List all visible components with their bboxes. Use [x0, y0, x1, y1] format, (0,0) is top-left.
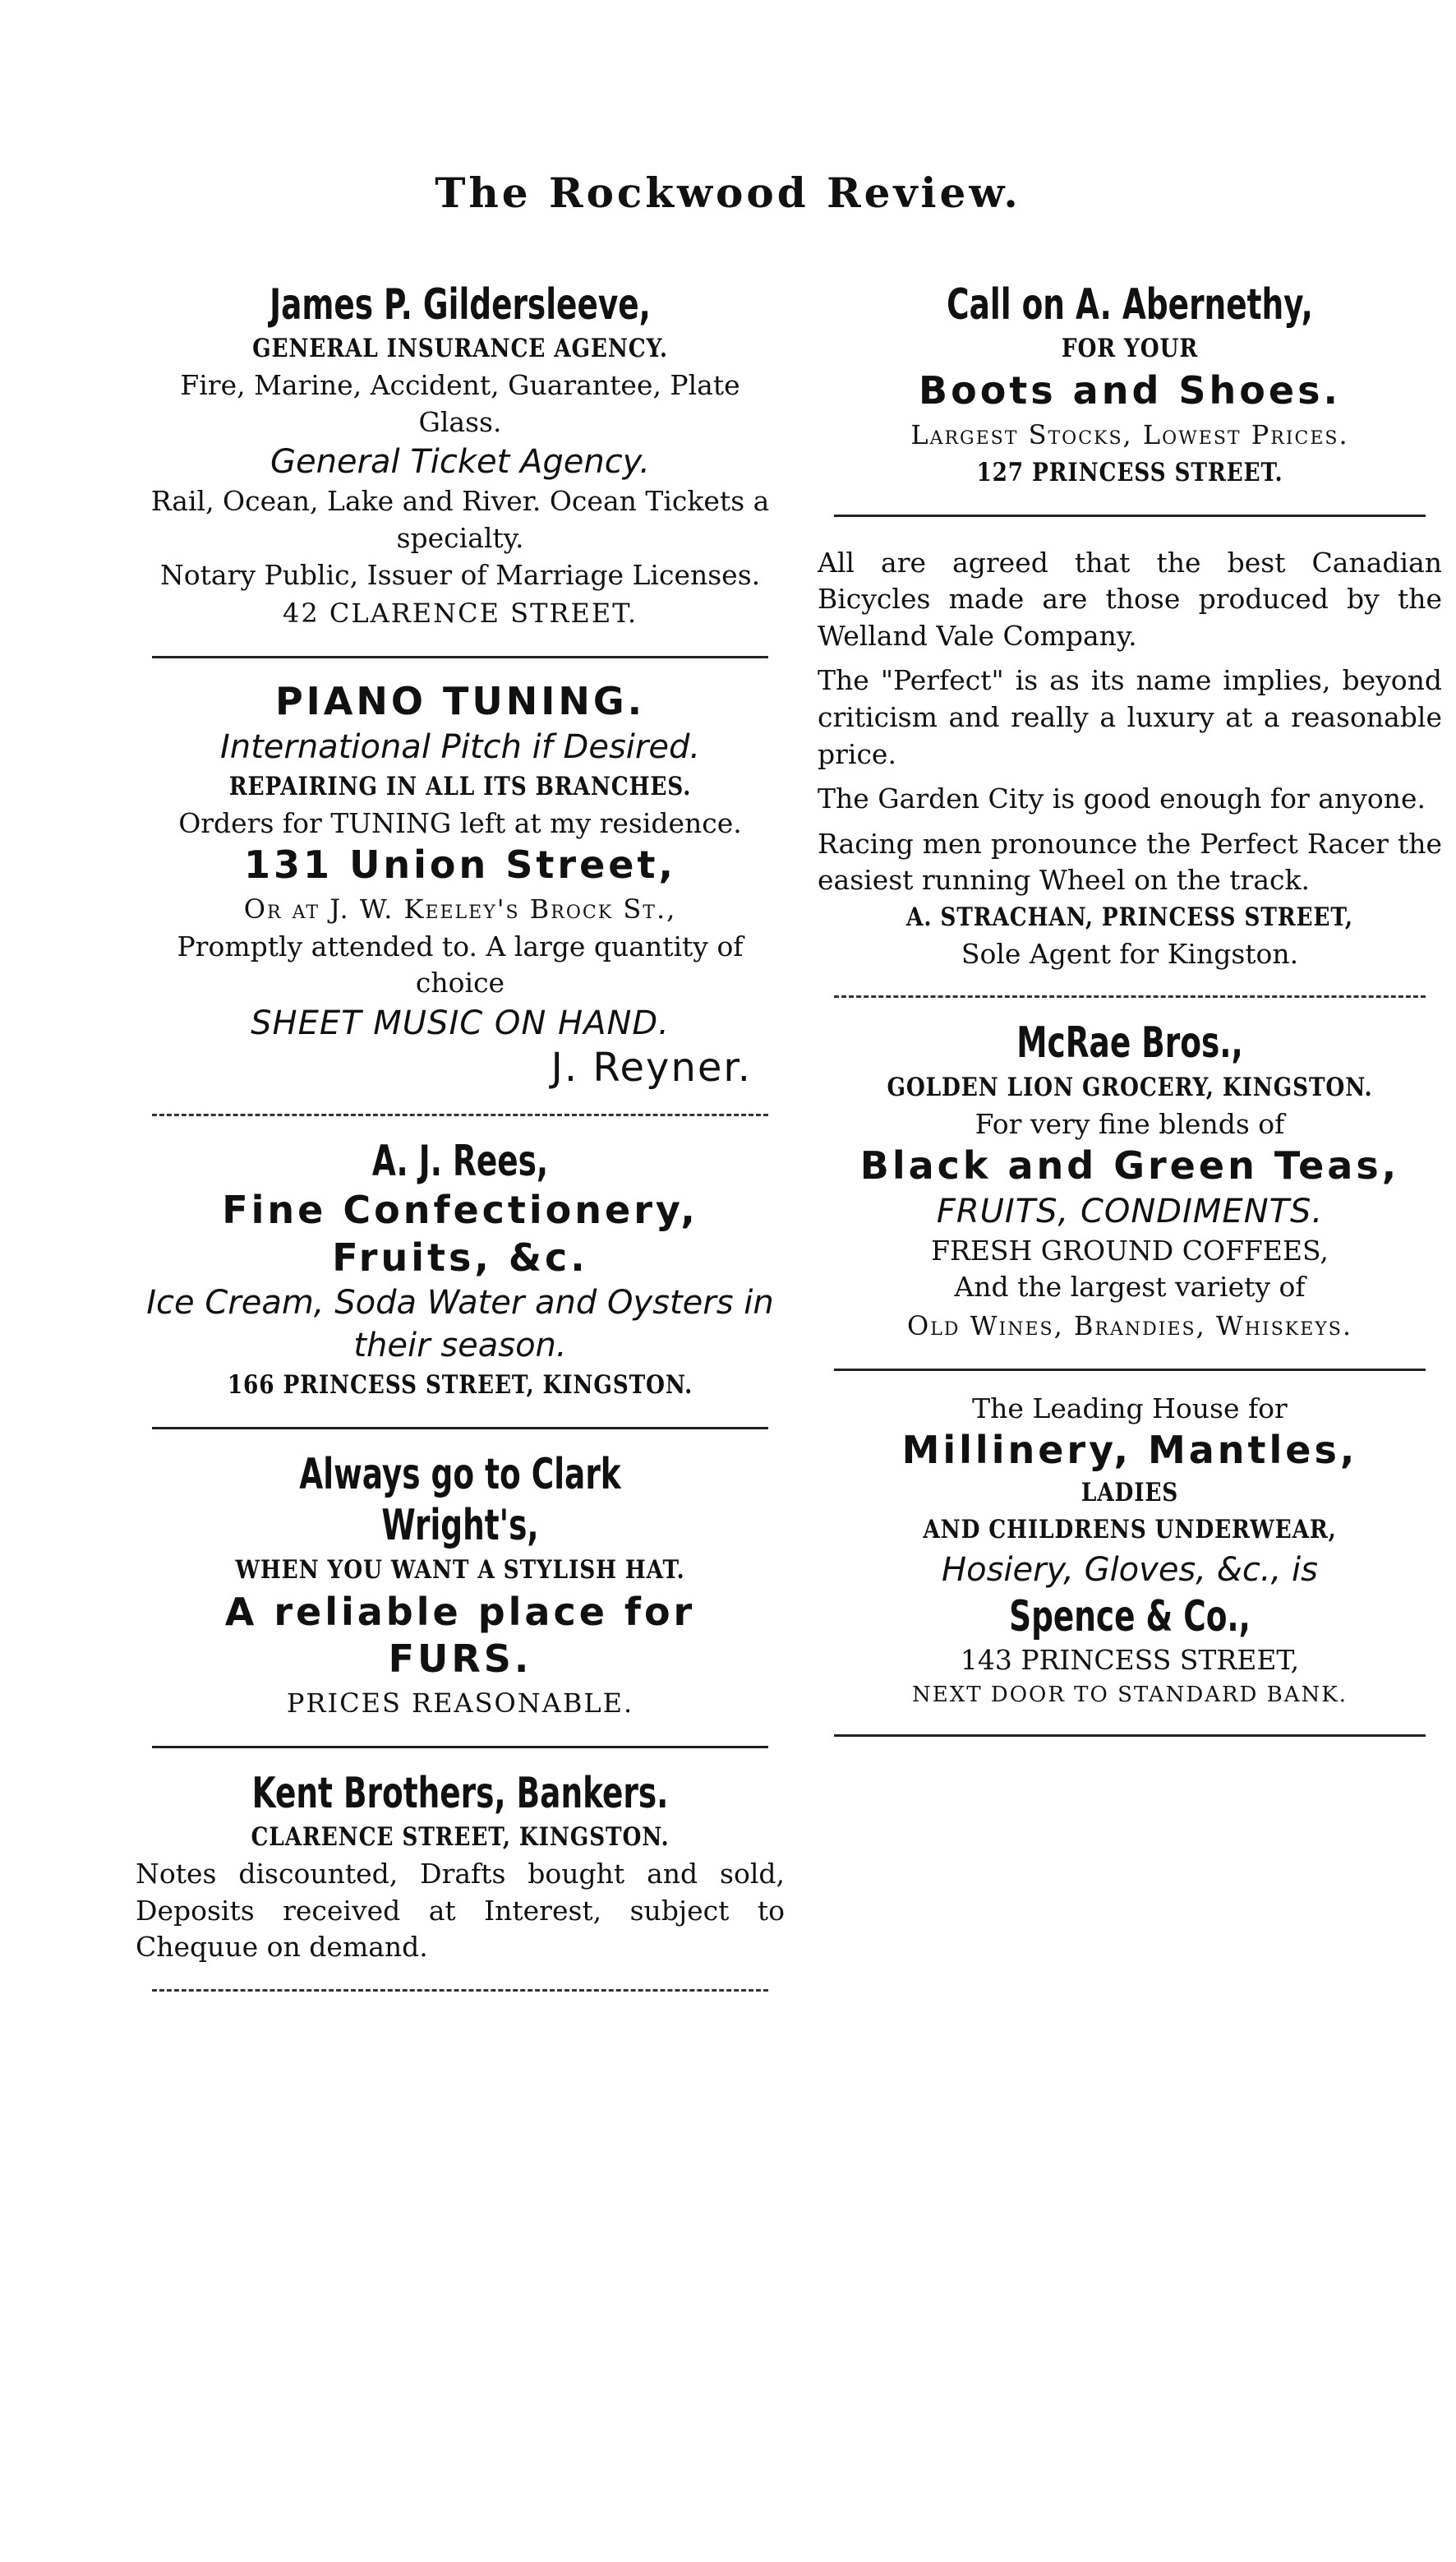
mcrae-blends: For very fine blends of	[975, 1107, 1285, 1140]
gildersleeve-ticket-agency: General Ticket Agency.	[270, 443, 651, 482]
abernethy-name: Call on A. Abernethy,	[947, 280, 1313, 330]
gildersleeve-address: 42 CLARENCE STREET.	[282, 598, 638, 630]
spence-name: Spence & Co.,	[1009, 1591, 1251, 1641]
piano-street: 131 Union Street,	[244, 842, 676, 888]
bicycles-agent-note: Sole Agent for Kingston.	[961, 937, 1299, 970]
divider	[152, 1427, 768, 1429]
rees-fruits: Fruits, &c.	[332, 1235, 588, 1280]
bicycles-p3: The Garden City is good enough for anyone.	[818, 782, 1426, 815]
mcrae-ad	[818, 1009, 1442, 1356]
gildersleeve-subtitle: GENERAL INSURANCE AGENCY.	[252, 334, 668, 364]
divider	[834, 515, 1426, 517]
abernethy-ad	[818, 271, 1442, 503]
rees-ice-cream: Ice Cream, Soda Water and Oysters in their season.	[146, 1284, 774, 1365]
rees-ad	[136, 1128, 785, 1415]
gildersleeve-insurance-types: Fire, Marine, Accident, Guarantee, Plate Glass.	[180, 369, 740, 438]
piano-promptly: Promptly attended to. A large quantity of choice	[177, 930, 744, 999]
abernethy-address: 127 PRINCESS STREET.	[976, 457, 1283, 487]
divider	[152, 1114, 768, 1116]
spence-leading: The Leading House for	[972, 1392, 1288, 1424]
spence-underwear: AND CHILDRENS UNDERWEAR,	[923, 1514, 1337, 1544]
bicycles-p4: Racing men pronounce the Perfect Racer the easiest running Wheel on the track.	[818, 827, 1442, 897]
wright-reliable: A reliable place for	[224, 1589, 696, 1634]
spence-ad	[818, 1383, 1442, 1723]
kent-name: Kent Brothers, Bankers.	[251, 1768, 669, 1818]
divider	[152, 656, 768, 658]
mcrae-name: McRae Bros.,	[1016, 1018, 1243, 1069]
gildersleeve-name: James P. Gildersleeve,	[270, 280, 651, 330]
bicycles-ad	[818, 529, 1442, 984]
abernethy-title: Boots and Shoes.	[919, 368, 1341, 413]
mcrae-wines: Old Wines, Brandies, Whiskeys.	[906, 1309, 1353, 1341]
abernethy-for-your: FOR YOUR	[1061, 334, 1199, 364]
piano-signature: J. Reyner.	[551, 1044, 752, 1091]
mcrae-subtitle: GOLDEN LION GROCERY, KINGSTON.	[887, 1072, 1373, 1102]
mcrae-fruits: FRUITS, CONDIMENTS.	[936, 1192, 1324, 1230]
bicycles-p1: All are agreed that the best Canadian Bicycles made are those produced by the Welland Vale Company.	[818, 546, 1442, 652]
right-column	[818, 271, 1442, 1748]
mcrae-variety: And the largest variety of	[954, 1271, 1306, 1304]
piano-title: PIANO TUNING.	[274, 679, 646, 724]
piano-sheet-music: SHEET MUSIC ON HAND.	[251, 1004, 670, 1042]
wright-subtitle: WHEN YOU WANT A STYLISH HAT.	[235, 1554, 685, 1585]
gildersleeve-ad	[136, 271, 785, 644]
rees-address: 166 PRINCESS STREET, KINGSTON.	[227, 1370, 693, 1401]
divider	[152, 1746, 768, 1748]
spence-next-door: NEXT DOOR TO STANDARD BANK.	[912, 1682, 1348, 1707]
bicycles-agent: A. STRACHAN, PRINCESS STREET,	[906, 902, 1353, 932]
rees-confectionery: Fine Confectionery,	[222, 1188, 698, 1233]
kent-address: CLARENCE STREET, KINGSTON.	[251, 1822, 670, 1853]
kent-body: Notes discounted, Drafts bought and sold, Deposits received at Interest, subject to Chequue on demand.	[136, 1858, 785, 1964]
piano-or-at: Or at J. W. Keeley's Brock St.,	[243, 893, 677, 925]
spence-ladies: LADIES	[1080, 1477, 1179, 1507]
piano-orders: Orders for TUNING left at my residence.	[178, 806, 742, 839]
piano-pitch: International Pitch if Desired.	[219, 727, 701, 766]
spence-millinery: Millinery, Mantles,	[901, 1428, 1358, 1473]
wright-prices: PRICES REASONABLE.	[286, 1687, 634, 1719]
wright-ad	[136, 1441, 785, 1734]
piano-repairing: REPAIRING IN ALL ITS BRANCHES.	[228, 771, 692, 801]
wright-furs: FURS.	[388, 1636, 532, 1682]
divider	[834, 995, 1426, 998]
gildersleeve-notary: Notary Public, Issuer of Marriage Licenses.	[159, 558, 761, 591]
bicycles-p2: The "Perfect" is as its name implies, beyond criticism and really a luxury at a reasonable price.	[818, 664, 1442, 770]
spence-hosiery: Hosiery, Gloves, &c., is	[942, 1550, 1318, 1589]
piano-ad	[136, 670, 785, 1102]
mcrae-coffees: FRESH GROUND COFFEES,	[931, 1234, 1329, 1267]
wright-name: Always go to Clark Wright's,	[299, 1449, 621, 1551]
divider	[834, 1369, 1426, 1371]
mcrae-teas: Black and Green Teas,	[859, 1143, 1400, 1189]
divider	[834, 1734, 1426, 1737]
divider	[152, 1989, 768, 1992]
kent-ad	[136, 1760, 785, 1978]
page-title: The Rockwood Review.	[435, 168, 1021, 217]
rees-name: A. J. Rees,	[371, 1136, 549, 1186]
spence-address: 143 PRINCESS STREET,	[960, 1643, 1300, 1676]
gildersleeve-travel: Rail, Ocean, Lake and River. Ocean Tickets a specialty.	[150, 485, 770, 554]
abernethy-stocks: Largest Stocks, Lowest Prices.	[910, 418, 1349, 450]
left-column	[136, 271, 785, 2003]
